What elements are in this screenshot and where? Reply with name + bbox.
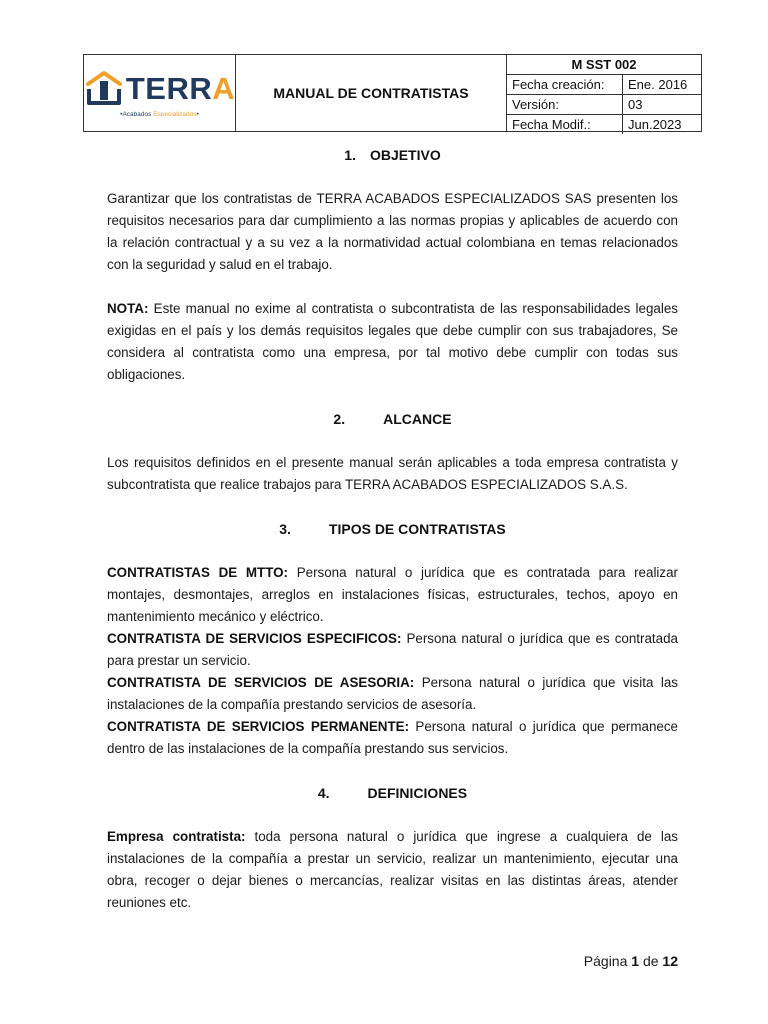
section-heading-objetivo: 1. OBJETIVO: [344, 147, 441, 163]
meta-row-modified: [507, 115, 701, 134]
document-body: [107, 144, 678, 914]
objetivo-paragraph: Garantizar que los contratistas de TERRA ACABADOS ESPECIALIZADOS SAS presenten los requisitos necesarios para dar cumplimiento a las normas propias y aplicables de acuerdo con la relación contractual y a su vez a la normatividad actual colombiana en temas relacionados con la seguridad y salud en el trabajo.: [107, 191, 678, 272]
meta-value: 03: [628, 97, 643, 112]
meta-label: Fecha creación:: [507, 75, 623, 94]
contractor-type-item: CONTRATISTA DE SERVICIOS DE ASESORIA: Persona natural o jurídica que visita las instalaciones de la compañía prestando servicios de asesoría.: [107, 675, 678, 712]
section-heading-definiciones: 4. DEFINICIONES: [317, 785, 468, 801]
contractor-type-item: CONTRATISTA DE SERVICIOS ESPECIFICOS: Persona natural o jurídica que es contratada para prestar un servicio.: [107, 631, 678, 668]
logo-wordmark: TERRA: [125, 71, 236, 106]
meta-label: Versión:: [507, 95, 623, 114]
contractor-type-item: CONTRATISTA DE SERVICIOS PERMANENTE: Persona natural o jurídica que permanece dentro de las instalaciones de la compañía prestando sus servicios.: [107, 719, 678, 756]
page-number: Página 1 de 12: [583, 953, 678, 969]
nota-paragraph: NOTA: Este manual no exime al contratista o subcontratista de las responsabilidades legales exigidas en el país y los demás requisitos legales que debe cumplir con sus trabajadores, Se considera al contratista como una empresa, por tal motivo debe cumplir con todas sus obligaciones.: [107, 301, 678, 382]
house-frame-icon: [84, 69, 124, 109]
logo-tagline: •Acabados Especializados•: [120, 110, 199, 118]
meta-label: Fecha Modif.:: [507, 115, 623, 134]
logo: [84, 55, 236, 131]
document-title: MANUAL DE CONTRATISTAS: [236, 55, 507, 131]
definition-term: Empresa contratista:: [107, 829, 246, 844]
document-code: M SST 002: [507, 55, 701, 75]
meta-row-version: [507, 95, 701, 115]
meta-value: Ene. 2016: [628, 77, 688, 92]
meta-row-creation: [507, 75, 701, 95]
meta-value: Jun.2023: [628, 117, 682, 132]
alcance-paragraph: Los requisitos definidos en el presente manual serán aplicables a toda empresa contratista y subcontratista que realice trabajos para TERRA ACABADOS ESPECIALIZADOS S.A.S.: [107, 455, 678, 492]
definition-item: Empresa contratista: toda persona natural o jurídica que ingrese a cualquiera de las instalaciones de la compañía a prestar un servicio, realizar un mantenimiento, ejecutar una obra, recoger o dejar bienes o mercancías, realizar visitas en las distintas áreas, atender reuniones etc.: [107, 829, 678, 910]
section-heading-tipos: 3. TIPOS DE CONTRATISTAS: [279, 521, 506, 537]
contractor-type-item: CONTRATISTAS DE MTTO: Persona natural o jurídica que es contratada para realizar montajes, desmontajes, arreglos en instalaciones físicas, estructurales, techos, apoyo en mantenimiento mecánico y eléctrico.: [107, 565, 679, 624]
document-header: [83, 54, 702, 132]
document-meta: [507, 55, 701, 131]
section-heading-alcance: 2. ALCANCE: [333, 411, 452, 427]
nota-label: NOTA:: [107, 301, 149, 316]
